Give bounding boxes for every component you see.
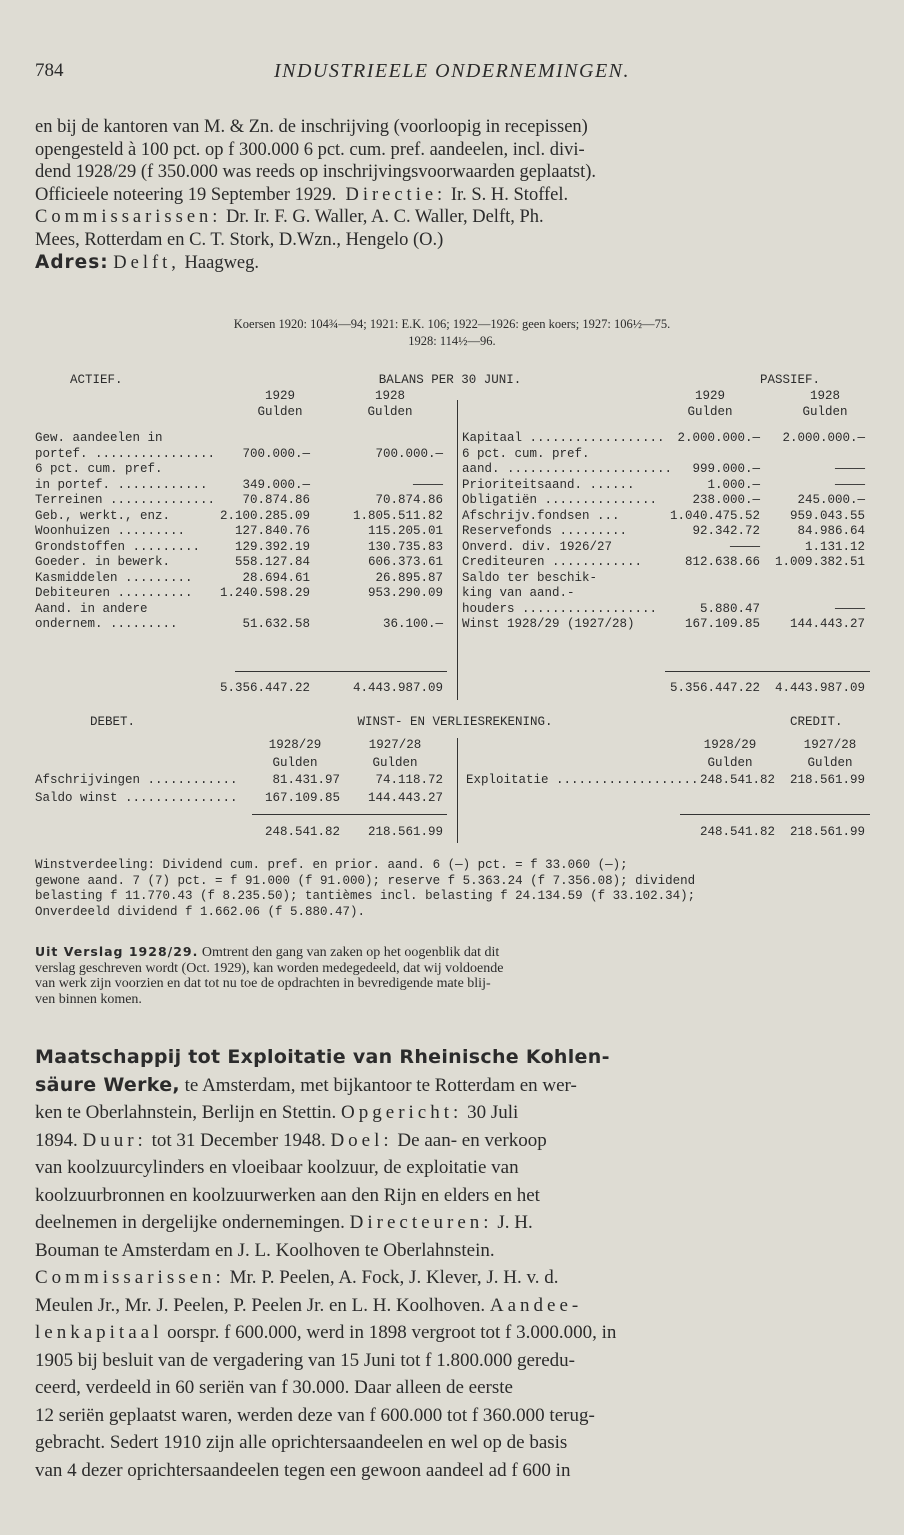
actief-row-value-1928: 70.874.86	[375, 493, 443, 507]
actief-row-value-1928: 26.895.87	[375, 570, 443, 585]
col-unit: Gulden	[707, 756, 753, 770]
verdeeling-line: gewone aand. 7 (7) pct. = f 91.000 (f 91.000); reserve f 5.363.24 (f 7.356.08); dividend	[35, 873, 696, 888]
company-entry: Maatschappij tot Exploitatie van Rheinische Kohlen- säure Werke, te Amsterdam, met bijkantoor te Rotterdam en wer- ken te Oberlahnstein, Berlijn en Stettin. Opgericht: 30 Juli 1894. Duur: tot 31 December 1948. Doel: De aan- en verkoop van koolzuurcylinders en vloeibaar koolzuur, de exploitatie van koolzuurbronnen en koolzuurwerken aan den Rijn en elders en het deelnemen in dergelijke ondernemingen. Directeuren: J. H. Bouman te Amsterdam en J. L. Koolhoven te Oberlahnstein. Commissarissen: Mr. P. Peelen, A. Fock, J. Klever, J. H. v. d. Meulen Jr., Mr. J. Peelen, P. Peelen Jr. en L. H. Koolhoven. Aandee- lenkapitaal oorspr. f 600.000, werd in 1898 vergroot tot f 3.000.000, in 1905 bij besluit van de vergadering van 15 Juni tot f 1.800.000 geredu- ceerd, verdeeld in 60 seriën van f 30.000. Daar alleen de eerste 12 seriën geplaatst waren, werden deze van f 600.000 tot f 360.000 terug- gebracht. Sedert 1910 zijn alle oprichtersaandeelen en wel op de basis van 4 dezer oprichtersaandeelen tegen een gewoon aandeel ad f 600 in	[35, 1044, 869, 1484]
verslag-paragraph: Uit Verslag 1928/29. Omtrent den gang van zaken op het oogenblik dat dit verslag geschreven wordt (Oct. 1929), kan worden medegedeeld, dat wij voldoende van werk zijn voorzien en dat tot nu toe de opdrachten in bevredigende mate blij- ven binnen komen.	[35, 944, 869, 1007]
company-line: 12 seriën geplaatst waren, werden deze van f 600.000 tot f 360.000 terug-	[35, 1404, 595, 1426]
col-unit: Gulden	[367, 405, 413, 419]
actief-row-value-1929: 1.240.598.29	[219, 586, 310, 600]
actief-total-1929: 5.356.447.22	[219, 681, 310, 695]
company-line: 1905 bij besluit van de vergadering van 15 Juni tot f 1.800.000 geredu-	[35, 1349, 575, 1371]
total-rule	[665, 671, 870, 672]
verslag-line: ven binnen komen.	[35, 991, 142, 1007]
company-heading: Maatschappij tot Exploitatie van Rheinische Kohlen-	[35, 1046, 610, 1068]
actief-row-value-1928: 953.290.09	[367, 586, 443, 600]
passief-row-value-1929: 167.109.85	[684, 617, 760, 631]
actief-row-value-1929: 2.100.285.09	[219, 508, 310, 523]
directeuren-label: Directeuren:	[349, 1212, 493, 1233]
col-unit: Gulden	[807, 756, 853, 770]
aandeelenkapitaal-label: Aandee-	[489, 1294, 583, 1316]
credit-label: CREDIT.	[790, 715, 843, 729]
actief-row-label: portef. ................	[35, 446, 216, 461]
actief-row-value-1929: 51.632.58	[242, 617, 310, 631]
commissarissen-label: Commissarissen:	[35, 207, 222, 228]
verdeeling-line: Winstverdeeling: Dividend cum. pref. en prior. aand. 6 (—) pct. = f 33.060 (—);	[35, 858, 628, 872]
col-unit: Gulden	[257, 405, 303, 419]
total-rule	[235, 671, 447, 672]
col-header: 1927/28	[803, 738, 857, 752]
intro-line: dend 1928/29 (f 350.000 was reeds op inschrijvingsvoorwaarden geplaatst).	[35, 162, 597, 183]
company-line: ceerd, verdeeld in 60 seriën van f 30.000. Daar alleen de eerste	[35, 1377, 513, 1398]
running-title: INDUSTRIEELE ONDERNEMINGEN.	[273, 60, 631, 82]
passief-row-value-1928: 84.986.64	[797, 524, 865, 538]
koersen-line: Koersen 1920: 104¾—94; 1921: E.K. 106; 1922—1926: geen koers; 1927: 106½—75.	[233, 317, 671, 331]
intro-line: Mees, Rotterdam en C. T. Stork, D.Wzn., Hengelo (O.)	[35, 229, 444, 250]
verdeeling-line: Onverdeeld dividend f 1.662.06 (f 5.880.47).	[35, 904, 366, 919]
actief-row-value-1929: 28.694.61	[242, 570, 310, 585]
koersen-line: 1928: 114½—96.	[408, 334, 496, 348]
actief-row-value-1929: 129.392.19	[234, 539, 310, 554]
debet-label: DEBET.	[90, 715, 136, 729]
company-line: van koolzuurcylinders en vloeibaar koolzuur, de exploitatie van	[35, 1157, 519, 1178]
passief-total-1929: 5.356.447.22	[669, 681, 760, 695]
passief-row-label: Saldo ter beschik-	[462, 570, 598, 585]
commissarissen-label: Commissarissen:	[35, 1267, 225, 1288]
credit-row-label: Exploitatie ...................	[466, 773, 699, 787]
actief-row-value-1929: 70.874.86	[242, 493, 310, 507]
passief-row-label: Prioriteitsaand. ......	[462, 477, 635, 492]
passief-total-1928: 4.443.987.09	[774, 681, 865, 695]
passief-row-value-1929: 999.000.—	[692, 462, 760, 476]
passief-row-label: Kapitaal ..................	[462, 431, 665, 445]
passief-row-value-1929: 238.000.—	[692, 493, 760, 507]
actief-total-1928: 4.443.987.09	[352, 681, 443, 695]
verslag-line: verslag geschreven wordt (Oct. 1929), kan worden medegedeeld, dat wij voldoende	[35, 960, 504, 976]
intro-line: en bij de kantoren van M. & Zn. de inschrijving (voorloopig in recepissen)	[35, 117, 588, 137]
passief-row-value-1928: 1.131.12	[804, 539, 865, 554]
intro-line: Commissarissen: Dr. Ir. F. G. Waller, A. C. Waller, Delft, Ph.	[35, 207, 544, 228]
koersen-block	[35, 316, 869, 350]
page-number: 784	[35, 60, 64, 81]
col-header: 1928	[374, 389, 405, 403]
actief-row-label: Woonhuizen .........	[35, 524, 186, 538]
verslag-label: Uit Verslag 1928/29.	[35, 944, 199, 959]
debet-total-a: 248.541.82	[264, 825, 340, 839]
passief-row-value-1928: 245.000.—	[797, 493, 865, 507]
passief-row-value-1928: ————	[834, 601, 865, 616]
duur-label: Duur:	[82, 1129, 147, 1151]
actief-row-label: Terreinen ..............	[35, 493, 216, 507]
debet-row-label: Afschrijvingen ............	[35, 773, 238, 787]
balans-title: BALANS PER 30 JUNI.	[378, 373, 522, 387]
passief-row-value-1929: ————	[729, 539, 760, 554]
passief-row-label: king van aand.-	[462, 586, 575, 600]
passief-row-label: Onverd. div. 1926/27	[462, 539, 613, 554]
passief-row-label: Winst 1928/29 (1927/28)	[462, 617, 635, 631]
credit-total-a: 248.541.82	[699, 825, 775, 839]
company-line: koolzuurbronnen en koolzuurwerken aan den Rijn en elders en het	[35, 1184, 540, 1206]
column-divider	[457, 738, 458, 843]
intro-line: Adres: Delft, Haagweg.	[35, 251, 260, 273]
actief-row-value-1929: 349.000.—	[242, 477, 310, 492]
actief-row-value-1928: 36.100.—	[382, 617, 443, 631]
adres-label: Adres:	[35, 251, 109, 273]
passief-row-label: 6 pct. cum. pref.	[462, 446, 590, 461]
passief-row-label: Crediteuren ............	[462, 555, 643, 569]
actief-row-value-1928: 130.735.83	[367, 539, 443, 554]
total-rule	[680, 814, 870, 815]
passief-row-label: Obligatiën ...............	[462, 493, 658, 507]
company-line: gebracht. Sedert 1910 zijn alle oprichtersaandeelen en wel op de basis	[35, 1432, 568, 1453]
passief-row-value-1929: 1.000.—	[707, 477, 760, 492]
col-unit: Gulden	[272, 756, 318, 770]
winstverdeeling	[35, 858, 869, 920]
credit-row-value-b: 218.561.99	[789, 773, 865, 787]
passief-row-label: Afschrijv.fondsen ...	[462, 508, 620, 523]
actief-row-value-1929: 558.127.84	[234, 555, 310, 569]
passief-row-value-1929: 812.638.66	[684, 555, 760, 569]
passief-row-value-1928: ————	[834, 477, 865, 492]
actief-label: ACTIEF.	[70, 373, 123, 387]
passief-row-value-1928: 1.009.382.51	[774, 555, 865, 569]
col-header: 1929	[694, 389, 725, 403]
intro-line: Officieele noteering 19 September 1929. Directie: Ir. S. H. Stoffel.	[35, 184, 569, 205]
col-header: 1928	[809, 389, 840, 403]
passief-row-label: Reservefonds .........	[462, 524, 628, 538]
actief-row-label: in portef. ............	[35, 477, 208, 492]
actief-row-label: Goeder. in bewerk.	[35, 555, 171, 569]
debet-total-b: 218.561.99	[367, 825, 443, 839]
col-header: 1927/28	[368, 738, 422, 752]
actief-row-label: 6 pct. cum. pref.	[35, 462, 163, 476]
passief-row-value-1929: 5.880.47	[699, 601, 760, 616]
col-unit: Gulden	[802, 405, 848, 419]
passief-row-label: houders ..................	[462, 601, 658, 616]
passief-label: PASSIEF.	[760, 373, 821, 387]
company-line: van 4 dezer oprichtersaandeelen tegen een gewoon aandeel ad f 600 in	[35, 1459, 571, 1481]
actief-row-value-1928: 700.000.—	[375, 446, 443, 461]
actief-row-label: Kasmiddelen .........	[35, 570, 193, 585]
actief-row-value-1929: 700.000.—	[242, 446, 310, 461]
opgericht-label: Opgericht:	[341, 1102, 463, 1123]
passief-row-value-1928: 144.443.27	[789, 617, 865, 631]
debet-row-label: Saldo winst ...............	[35, 791, 238, 805]
col-unit: Gulden	[372, 756, 418, 770]
debet-row-value-b: 74.118.72	[375, 773, 443, 787]
passief-row-value-1928: 2.000.000.—	[782, 431, 865, 445]
col-header: 1929	[264, 389, 295, 403]
actief-row-label: Geb., werkt., enz.	[35, 508, 171, 523]
intro-paragraph	[35, 116, 869, 274]
col-unit: Gulden	[687, 405, 733, 419]
col-header: 1928/29	[703, 738, 757, 752]
actief-row-value-1928: 606.373.61	[367, 555, 443, 569]
winst-title: WINST- EN VERLIESREKENING.	[357, 715, 553, 729]
credit-total-b: 218.561.99	[789, 825, 865, 839]
intro-line: opengesteld à 100 pct. op f 300.000 6 pct. cum. pref. aandeelen, incl. divi-	[35, 139, 585, 160]
col-header: 1928/29	[268, 738, 322, 752]
debet-row-value-a: 167.109.85	[264, 791, 340, 805]
company-heading-cont: säure Werke,	[35, 1073, 180, 1096]
passief-row-value-1928: ————	[834, 462, 865, 476]
actief-row-label: Gew. aandeelen in	[35, 431, 163, 445]
actief-row-label: Aand. in andere	[35, 601, 148, 616]
company-line: Bouman te Amsterdam en J. L. Koolhoven te Oberlahnstein.	[35, 1239, 495, 1261]
actief-row-label: Grondstoffen .........	[35, 539, 201, 554]
passief-row-value-1928: 959.043.55	[789, 508, 865, 523]
actief-row-value-1929: 127.840.76	[234, 524, 310, 538]
page-header	[35, 60, 869, 90]
passief-row-value-1929: 1.040.475.52	[669, 508, 760, 523]
directie-label: Directie:	[345, 184, 447, 205]
column-divider	[457, 400, 458, 700]
actief-row-label: Debiteuren ..........	[35, 586, 193, 600]
passief-row-value-1929: 92.342.72	[692, 524, 760, 538]
actief-row-value-1928: 115.205.01	[367, 524, 443, 538]
total-rule	[252, 814, 447, 815]
credit-row-value-a: 248.541.82	[699, 773, 775, 787]
passief-row-label: aand. ......................	[462, 462, 673, 476]
doel-label: Doel:	[330, 1129, 393, 1151]
actief-row-label: ondernem. .........	[35, 617, 178, 631]
verdeeling-line: belasting f 11.770.43 (f 8.235.50); tantièmes incl. belasting f 24.134.59 (f 33.102.34);	[35, 889, 696, 903]
debet-row-value-a: 81.431.97	[272, 773, 340, 787]
passief-row-value-1929: 2.000.000.—	[677, 431, 760, 445]
verslag-line: van werk zijn voorzien en dat tot nu toe de opdrachten in bevredigende mate blij-	[35, 976, 491, 991]
actief-row-value-1928: ————	[412, 477, 443, 492]
actief-row-value-1928: 1.805.511.82	[352, 508, 443, 523]
debet-row-value-b: 144.443.27	[367, 791, 443, 805]
